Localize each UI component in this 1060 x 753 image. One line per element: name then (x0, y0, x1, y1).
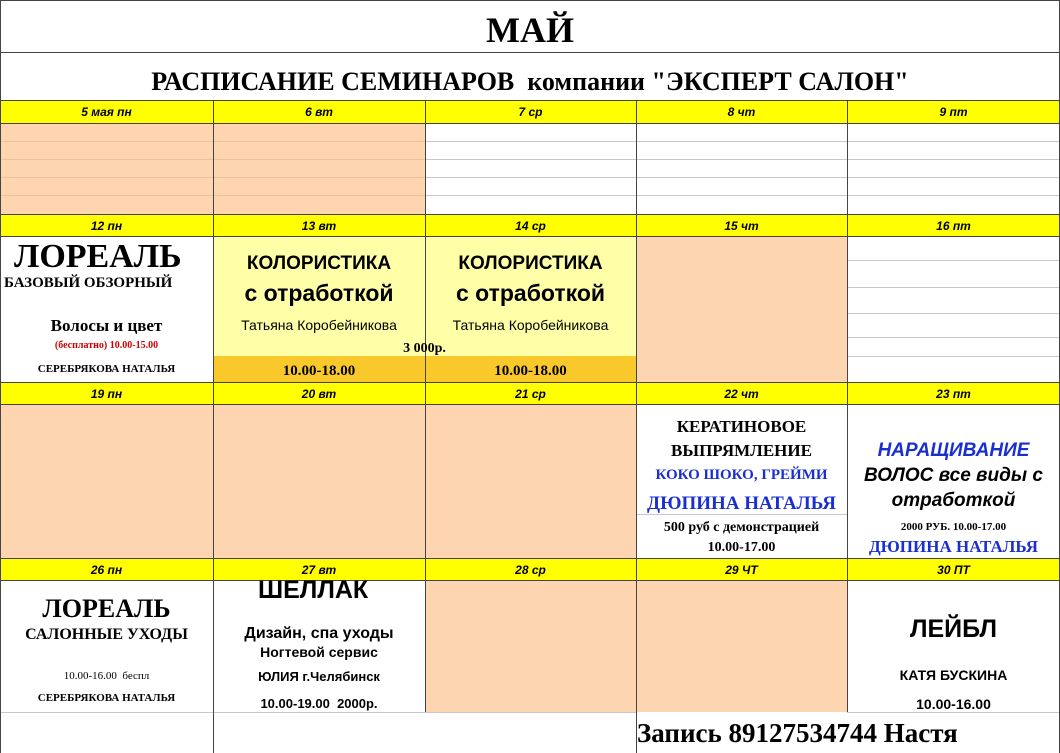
seminar-trainer: Татьяна Коробейникова (241, 317, 397, 333)
date-label: 6 вт (305, 105, 333, 119)
seminar-title: НАРАЩИВАНИЕ (877, 440, 1030, 461)
seminar-title: ВОЛОС все виды с (864, 465, 1043, 486)
seminar-info: 2000 РУБ. 10.00-17.00 (900, 521, 1007, 533)
seminar-subtitle: САЛОННЫЕ УХОДЫ (25, 626, 188, 643)
seminar-trainer: ДЮПИНА НАТАЛЬЯ (868, 537, 1039, 556)
seminar-subtitle: БАЗОВЫЙ ОБЗОРНЫЙ (4, 275, 173, 291)
seminar-trainer: СЕРЕБРЯКОВА НАТАЛЬЯ (37, 692, 176, 704)
date-label: 8 чт (727, 105, 756, 119)
seminar-title: КОЛОРИСТИКА (458, 253, 603, 274)
empty-day-cell (636, 236, 847, 382)
seminar-info: 10.00-19.00 2000р. (260, 696, 378, 711)
seminar-subtitle: с отработкой (244, 280, 394, 306)
seminar-topic: Волосы и цвет (50, 316, 163, 335)
date-label: 21 ср (515, 387, 546, 401)
empty-day-cell (636, 580, 847, 712)
empty-day-cell (213, 404, 425, 558)
seminar-title: ШЕЛЛАК (258, 576, 369, 604)
seminar-time: 10.00-16.00 (916, 696, 991, 712)
date-label: 12 пн (90, 219, 123, 233)
seminar-title: ВЫПРЯМЛЕНИЕ (671, 441, 812, 460)
empty-day-cell (425, 404, 636, 558)
seminar-trainer: ДЮПИНА НАТАЛЬЯ (647, 493, 836, 514)
seminar-subtitle: Ногтевой сервис (260, 644, 378, 660)
seminar-brand: ЛОРЕАЛЬ (42, 594, 171, 623)
seminar-title: КЕРАТИНОВОЕ (676, 417, 807, 436)
empty-day-cell (425, 580, 636, 712)
seminar-brand: ЛОРЕАЛЬ (14, 238, 182, 275)
date-label: 26 пн (90, 563, 123, 577)
date-label: 30 ПТ (937, 563, 970, 577)
signup-contact: Запись 89127534744 Настя (637, 718, 958, 748)
seminar-time: 10.00-18.00 (282, 363, 356, 379)
date-label: 19 пн (90, 387, 123, 401)
seminar-note: (бесплатно) 10.00-15.00 (54, 340, 159, 351)
seminar-trainer: КАТЯ БУСКИНА (899, 667, 1008, 683)
seminar-title: ЛЕЙБЛ (909, 615, 998, 643)
seminar-trainer: Татьяна Коробейникова (452, 317, 609, 333)
seminar-time: 10.00-18.00 (494, 363, 567, 379)
empty-day-cell (213, 123, 425, 214)
date-label: 14 ср (515, 219, 546, 233)
seminar-price: 500 руб с демонстрацией (663, 520, 820, 535)
empty-day-cell (0, 404, 213, 558)
date-label: 15 чт (724, 219, 759, 233)
seminar-title: отработкой (891, 490, 1016, 511)
date-label: 20 вт (301, 387, 337, 401)
date-label: 23 пт (936, 387, 971, 401)
date-label: 13 вт (301, 219, 337, 233)
date-label: 16 пт (936, 219, 971, 233)
seminar-time: 10.00-17.00 (707, 540, 776, 555)
seminar-title: КОЛОРИСТИКА (246, 253, 392, 274)
seminar-brands: КОКО ШОКО, ГРЕЙМИ (655, 467, 828, 483)
seminar-trainer: ЮЛИЯ г.Челябинск (258, 669, 380, 684)
date-label: 29 ЧТ (725, 563, 758, 577)
seminar-subtitle: Дизайн, спа уходы (244, 625, 394, 642)
date-label: 7 ср (518, 105, 543, 119)
seminar-subtitle: с отработкой (455, 280, 606, 306)
date-label: 9 пт (939, 105, 968, 119)
schedule-subtitle: РАСПИСАНИЕ СЕМИНАРОВ компании "ЭКСПЕРТ САЛОН" (151, 67, 909, 96)
month-title: МАЙ (486, 10, 574, 50)
date-label: 5 мая пн (81, 105, 132, 119)
date-label: 22 чт (724, 387, 759, 401)
date-label: 28 ср (515, 563, 546, 577)
empty-day-cell (0, 123, 213, 214)
seminar-price: 3 000р. (403, 341, 446, 356)
seminar-trainer: СЕРЕБРЯКОВА НАТАЛЬЯ (37, 363, 176, 375)
date-label: 27 вт (301, 563, 337, 577)
seminar-info: 10.00-16.00 беспл (63, 670, 150, 682)
